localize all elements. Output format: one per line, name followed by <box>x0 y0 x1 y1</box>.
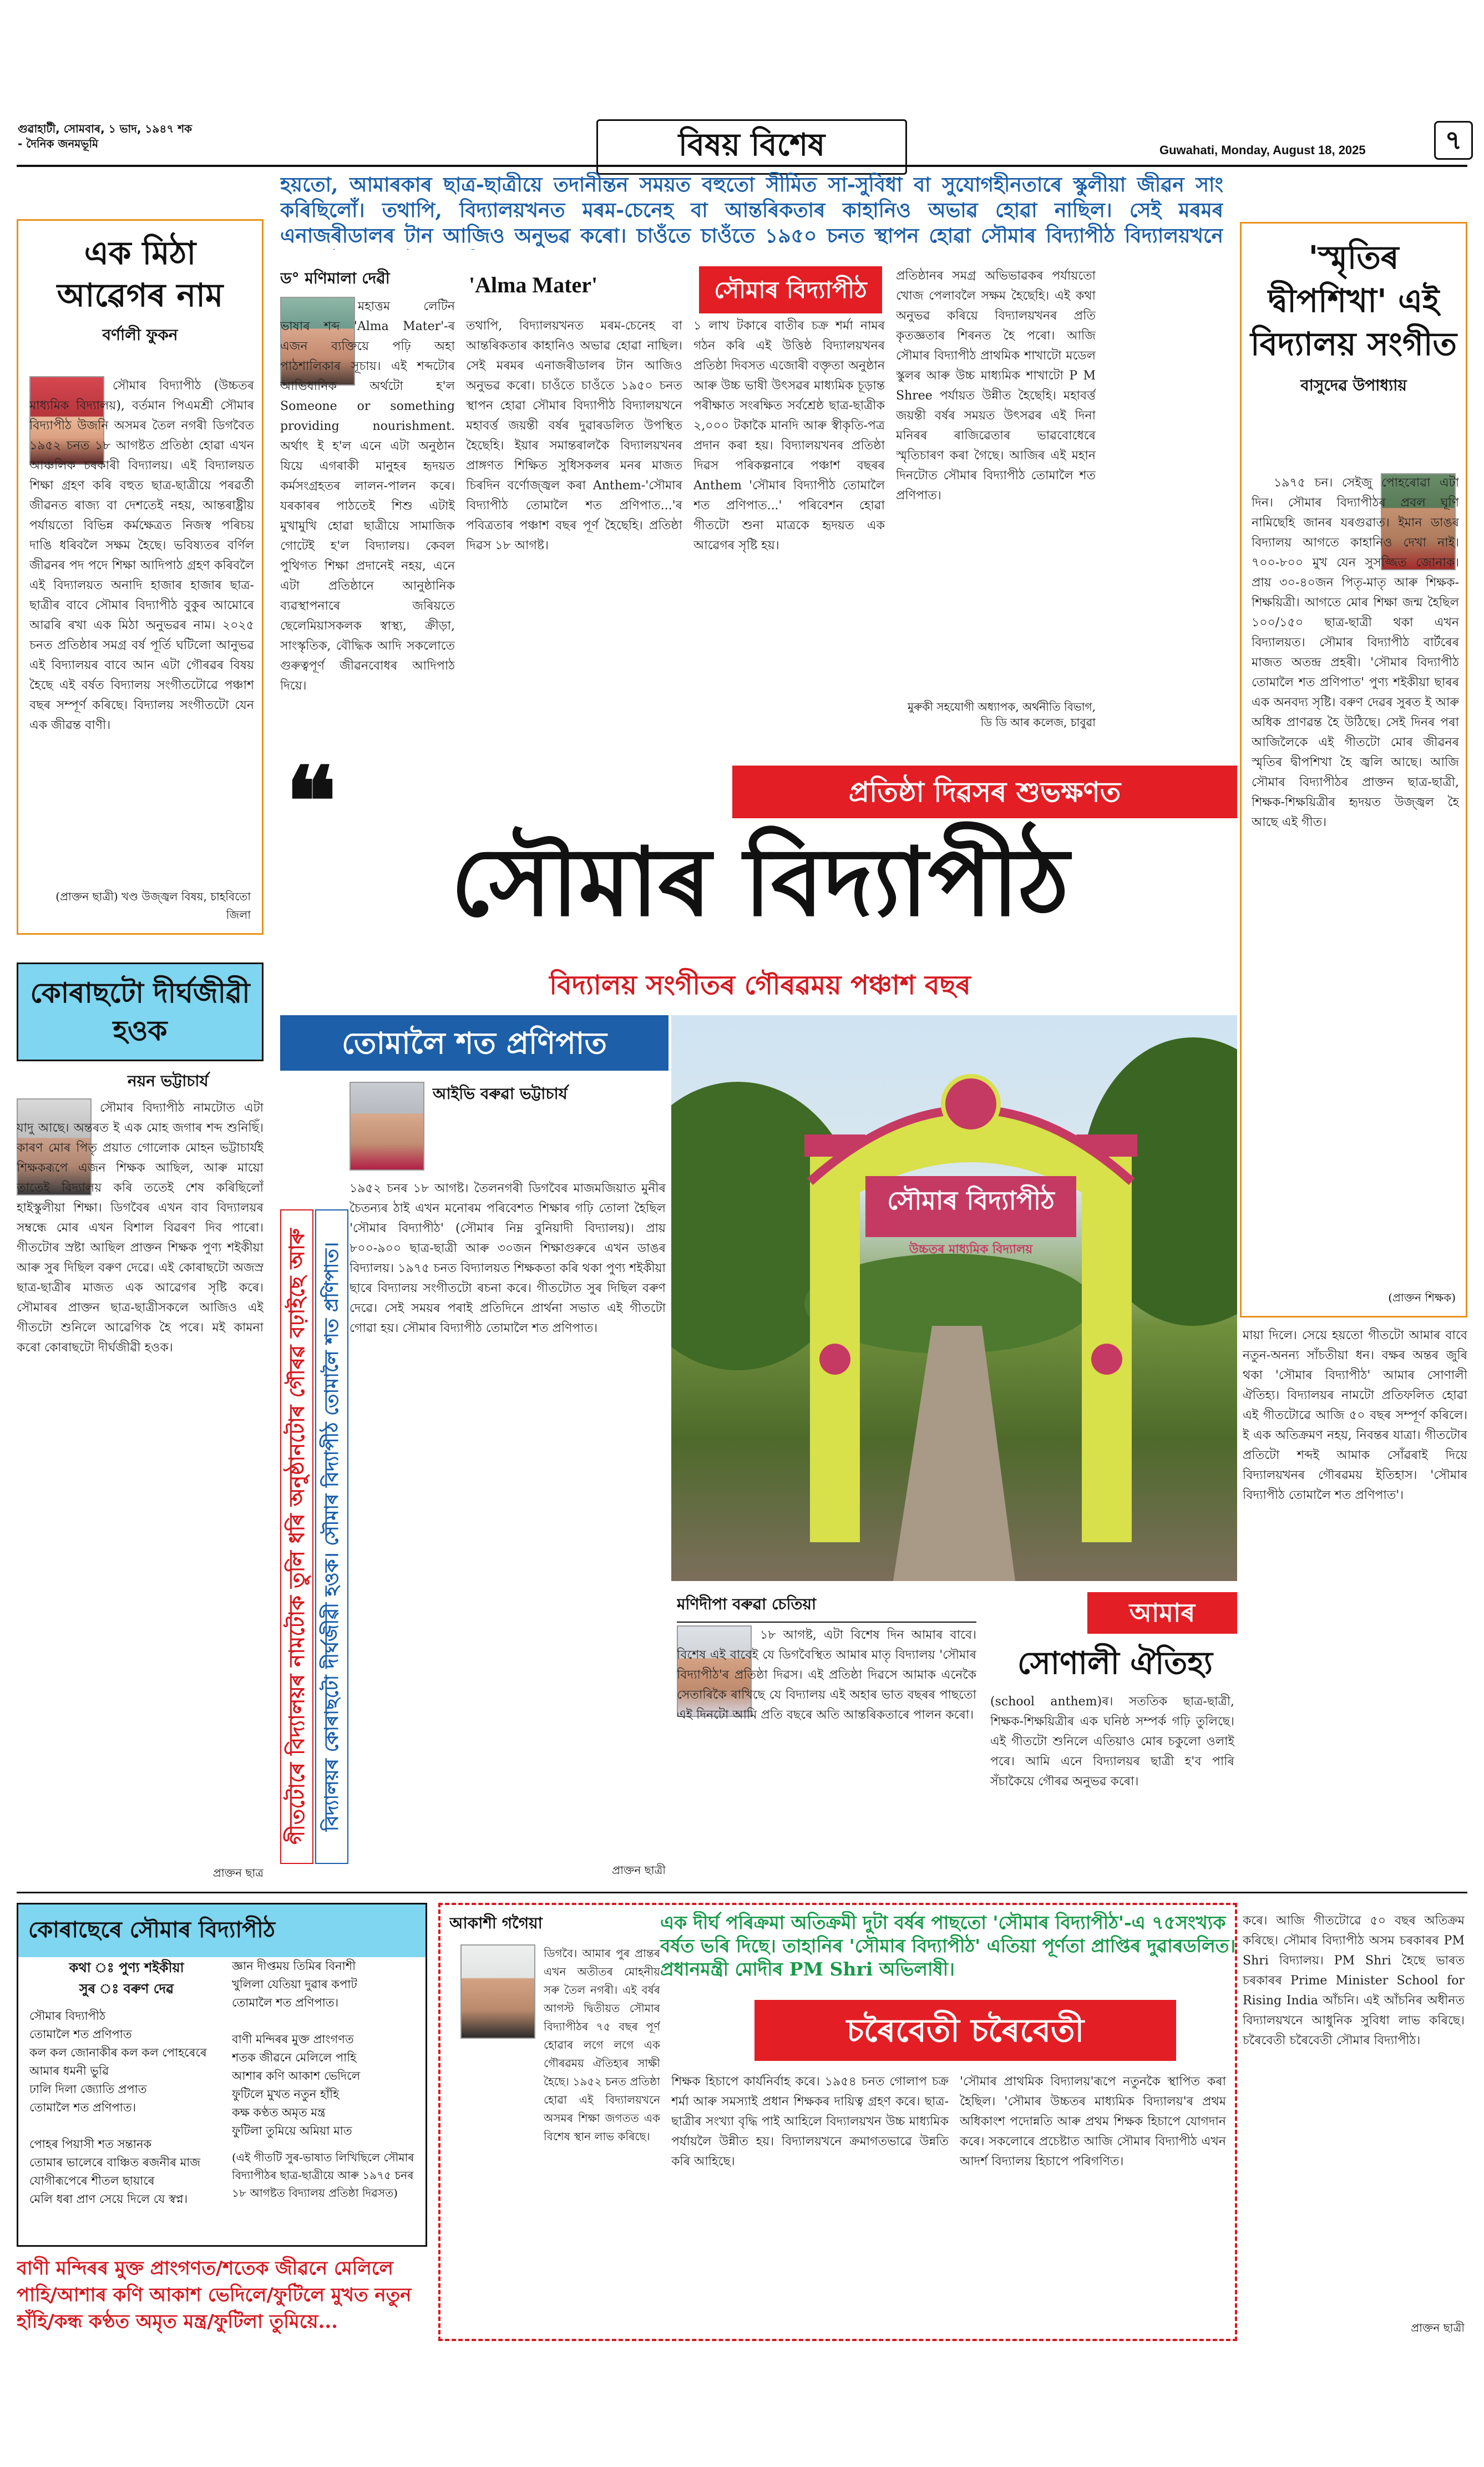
bottom-right-title-box <box>754 2000 1176 2061</box>
center-col-2: তথাপি, বিদ্যালয়খনত মৰম-চেনেহ বা আন্তৰিকতাৰ কাহানিও অভাৱ হোৱা নাছিল। সেই মৰমৰ এনাজৰীডালৰ টান আজিও অনুভৱ কৰো। চাওঁতে চাওঁতে ১৯৫০ চনত স্থাপন হোৱা সৌমাৰ বিদ্যাপীঠ বিদ্যালয়খনে মহাবৰ্ত্ত জয়ন্তী বৰ্ষৰ দুৱাৰডলিত উপস্থিত হৈছেহি। ইয়াৰ সমান্তৰালকৈ বিদ্যালয়খনৰ প্ৰাঙ্গণত শিক্ষিত সুধিসকলৰ মনৰ মাজত চিৰদিন বৰ্ণোজ্জ্বল কৰা Anthem-'সৌমাৰ বিদ্যাপীঠ তোমালৈ শত প্ৰণিপাত...'ৰ পবিত্ৰতাৰ পঞ্চাশ বছৰ পূৰ্ণ হৈছেহি। প্ৰতিষ্ঠা দিৱস ১৮ আগষ্ট। <box>466 319 682 553</box>
vertical-quote-blue-text: বিদ্যালয়ৰ কোৰাছটো দীৰ্ঘজীৱী হওক। সৌমাৰ বিদ্যাপীঠ তোমালৈ শত প্ৰণিপাত। <box>321 1242 343 1832</box>
school-gate-photo <box>671 1015 1237 1581</box>
section-title: বিষয় বিশেষ <box>678 126 825 163</box>
bottom-right-col-3: 'সৌমাৰ প্ৰাথমিক বিদ্যালয়'ৰূপে নতুনকৈ স্থাপিত কৰা হৈছিল। 'সৌমাৰ উচ্চতৰ মাধ্যমিক বিদ্যালয়'ৰ প্ৰথম অধিকাংশ পদোন্নতি আৰু প্ৰথম শিক্ষক হিচাপে যোগদান কৰে। সকলোৰে প্ৰচেষ্টাত আজি সৌমাৰ বিদ্যাপীঠ এখন আদৰ্শ বিদ্যালয় হিচাপে পৰিগণিত। <box>960 2075 1226 2169</box>
hero-kicker-box <box>732 766 1237 818</box>
bottom-right-green-banner: এক দীৰ্ঘ পৰিক্ৰমা অতিক্ৰমী দুটা বৰ্ষৰ পাছতো 'সৌমাৰ বিদ্যাপীঠ'-এ ৭৫সংখ্যক বৰ্ষত ভৰি দিছে। তাহানিৰ 'সৌমাৰ বিদ্যাপীঠ' এতিয়া পূৰ্ণতা প্ৰাপ্তিৰ দুৱাৰডলিত। প্ৰধানমন্ত্ৰী মোদীৰ PM Shri অভিলাষী। <box>660 1912 1236 1980</box>
center-article-title-red-box <box>699 266 882 313</box>
left-article-1-author: বৰ্ণালী ফুকন <box>102 326 178 344</box>
left-article-1-title: এক মিঠা আৱেগৰ নাম <box>57 234 224 314</box>
left-article-2-author: নয়ন ভট্টাচাৰ্য <box>128 1072 209 1090</box>
hero-title: সৌমাৰ বিদ্যাপীঠ <box>450 827 1070 938</box>
right-article-signoff: (প্ৰাক্তন শিক্ষক) <box>1388 1291 1456 1304</box>
bottom-section-rule <box>17 1892 1467 1893</box>
song-box <box>17 1903 427 2247</box>
center-col-3: ১ লাখ টকাৰে বাতীৰ চক্ৰ শৰ্মা নামৰ গঠন কৰি এই উত্তিষ্ঠ বিদ্যালয়খনৰ প্ৰতিষ্ঠা দিবসত এজোৰী বক্তৃতা অনুষ্ঠান আৰু উচ্চ ভাষী উৎসৱৰ মাধ্যমিক চূড়ান্ত পৰীক্ষাত সংৰক্ষিত সৰ্বশ্ৰেষ্ঠ ছাত্ৰ-ছাত্ৰীক ২,০০০ টকাকৈ মানদি আৰু স্বীকৃতি-পত্ৰ প্ৰদান কৰা হয়। বিদ্যালয়খনৰ প্ৰতিষ্ঠা দিৱস পৰিকল্পনাৰে পঞ্চাশ বছৰৰ Anthem 'সৌমাৰ বিদ্যাপীঠ তোমালৈ শত প্ৰণিপাত...' পৰিবেশন হোৱা গীতটো শুনা মাত্ৰকে হৃদয়ত এক আৱেগৰ সৃষ্টি হয়। <box>693 319 885 553</box>
tribute-article <box>350 1082 666 1881</box>
center-article <box>280 266 1223 754</box>
center-col-4: প্ৰতিষ্ঠানৰ সমগ্ৰ অভিভাৱকৰ পৰ্যায়তো খোজ পেলাবলৈ সক্ষম হৈছেহি। এই কথা অনুভৱ কৰিয়ে বিদ্যালয়খনৰ প্ৰতি কৃতজ্ঞতাৰ শিৰনত হৈ পৰো। আজি সৌমাৰ বিদ্যাপীঠ প্ৰাথমিক শাখাটো মডেল স্কুলৰ আৰু উচ্চ মাধ্যমিক শাখাটো P M Shree পৰ্যায়ত উন্নীত হৈছেহি। মহাবৰ্ত্ত জয়ন্তী বৰ্ষৰ সময়ত উৎসৱৰ এই দিনা মনিৰৰ ৰাজিৱেতাৰ ভাৱবোধেৰে স্মৃতিচাৰণ কৰা গৈছে। আজিৰ এই মহান দিনটোত সৌমাৰ বিদ্যাপীঠ তোমালৈ শত প্ৰণিপাত। <box>896 269 1096 503</box>
tribute-signoff: প্ৰাক্তন ছাত্ৰী <box>612 1863 666 1877</box>
bottom-right-col-1: ডিগবৈ। আমাৰ পুৰ প্ৰান্তৰ এখন অতীতৰ মোহনীয় সৰু তৈল নগৰী। এই বৰ্ষৰ আগস্ট দ্বিতীয়ত সৌমাৰ বিদ্যাপীঠৰ ৭৫ বছৰ পূৰ্ণ হোৱাৰ লগে লগে এক গৌৰৱময় ঐতিহ্যৰ সাক্ষী হৈছে। ১৯৫২ চনত প্ৰতিষ্ঠা হোৱা এই বিদ্যালয়খনে অসমৰ শিক্ষা জগতত এক বিশেষ স্থান লাভ কৰিছে। <box>544 1947 660 2143</box>
intro-banner <box>280 172 1223 250</box>
song-col-2: জ্ঞান দীপ্তময় তিমিৰ বিনাশী খুলিলা যেতিয়া দুৱাৰ কপাট তোমালৈ শত প্ৰণিপাত। বাণী মন্দিৰৰ মুক্ত প্ৰাংগণত শতক জীৱনে মেলিলে পাহি আশাৰ কণি আকাশ ভেদিলে ফুটিলে মুখত নতুন হাঁহি কক্ষ কণ্ঠত অমৃত মন্ত্ৰ ফুটিলা তুমিয়ে অমিয়া মাত <box>232 1959 361 2137</box>
song-title: কোৰাছেৰে সৌমাৰ বিদ্যাপীঠ <box>18 1904 426 1957</box>
left-article-2-signoff: প্ৰাক্তন ছাত্ৰ <box>212 1866 264 1880</box>
song-red-footer: বাণী মন্দিৰৰ মুক্ত প্ৰাংগণত/শতেক জীৱনে মেলিলে পাহি/আশাৰ কণি আকাশ ভেদিলে/ফুটিলে মুখত নতুন হাঁহি/কন্ধ কণ্ঠত অমৃত মন্ত্ৰ/ফুটিলা তুমিয়ে... <box>17 2257 412 2333</box>
dateline-left: গুৱাহাটী, সোমবাৰ, ১ ভাদ, ১৯৪৭ শক <box>18 122 193 135</box>
sonali-body: মায়া দিলে। সেয়ে হয়তো গীতটো আমাৰ বাবে নতুন-অনন্য সাঁচতীয়া ধন। বক্ষৰ অন্তৰ জুৰি থকা 'সৌমাৰ বিদ্যাপীঠ' আমাৰ সোণালী ঐতিহ্য। বিদ্যালয়ৰ নামটো প্ৰতিফলিত হোৱা এই গীতটোৱে আজি ৫০ বছৰ সম্পূৰ্ণ কৰিলে। ই এক অতিক্ৰমণ নহয়, নিবন্তৰ যাত্ৰা। গীতটোৰ প্ৰতিটো শব্দই আমাক সোঁৱৰাই দিয়ে বিদ্যালয়খনৰ গৌৰৱময় ইতিহাস। 'সৌমাৰ বিদ্যাপীঠ তোমালৈ শত প্ৰণিপাত'। <box>1243 1329 1467 1502</box>
tribute-band-text: তোমালৈ শত প্ৰণিপাত <box>342 1025 607 1061</box>
dateline-right: Guwahati, Monday, August 18, 2025 <box>1159 143 1366 157</box>
hero-kicker: প্ৰতিষ্ঠা দিৱসৰ শুভক্ষণত <box>848 776 1121 808</box>
left-article-2-body: সৌমাৰ বিদ্যাপীঠ নামটোত এটা যাদু আছে। অন্তৰত ই এক মোহ জগাৰ শব্দ শুনিছিঁ। কাৰণ মোৰ পিতৃ প্ৰয়াত গোলোক মোহন ভট্টাচাৰ্যই শিক্ষকৰূপে এজন শিক্ষক আছিল, আৰু মায়ো তাতেই বিদ্যালয় কৰি ততেই শেষ কৰিছিলোঁ হাইস্কুলীয়া শিক্ষা। ডিগবৈৰ এখন বাব বিদ্যালয়ৰ সম্বন্ধে মোৰ এখন বিশাল বিৱৰণ দিব পাৰো। গীতটোৰ স্ৰষ্টা আছিল প্ৰাক্তন শিক্ষক পুণ্য শইকীয়া আৰু সুৰ দিছিল বৰুণ দেৱে। এই কোৰাছটো অজস্ৰ ছাত্ৰ-ছাত্ৰীৰ মাজত এক আৱেগৰ সৃষ্টি কৰে। সৌমাৰৰ প্ৰাক্তন ছাত্ৰ-ছাত্ৰীসকলে আজিও এই গীতটো শুনিলে আৱেগিক হৈ পৰে। মই কামনা কৰো কোৰাছটো দীৰ্ঘজীৱী হওক। <box>17 1101 264 1355</box>
bottom-right-author: আকাশী গগৈয়া <box>449 1914 543 1932</box>
hero-quote-mark: ❝ <box>286 746 337 857</box>
bottom-right-col-2: শিক্ষক হিচাপে কাৰ্যনিৰ্বাহ কৰে। ১৯৫৪ চনত গোলাপ চক্ৰ শৰ্মা আৰু সমস্যাই প্ৰধান শিক্ষকৰ দায়িত্ব গ্ৰহণ কৰে। ছাত্ৰ-ছাত্ৰীৰ সংখ্যা বৃদ্ধি পাই আহিলে বিদ্যালয়খন উচ্চ মাধ্যমিক পৰ্যায়লৈ উন্নীত হয়। বিদ্যালয়খনে ক্ৰমাগতভাৱে উন্নতি কৰি আহিছে। <box>671 2075 949 2169</box>
song-credits: কথা ঃ পুণ্য শইকীয়া সুৰ ঃ বৰুণ দেৱ <box>69 1959 184 1997</box>
author-photo <box>460 1944 535 2039</box>
right-article <box>1240 222 1467 1318</box>
gate-sign-text: সৌমাৰ বিদ্যাপীঠ <box>887 1186 1055 1215</box>
hero-subtitle: বিদ্যালয় সংগীতৰ গৌৰৱময় পঞ্চাশ বছৰ <box>549 970 971 1001</box>
left-article-2-title: কোৰাছটো দীৰ্ঘজীৱী হওক <box>30 976 250 1047</box>
vertical-quote-blue <box>315 1209 348 1864</box>
left-article-2-title-box <box>17 963 264 1061</box>
center-article-signoff: মুৰুকী সহযোগী অধ্যাপক, অৰ্থনীতি বিভাগ, ডি ডি আৰ কলেজ, চাবুৱা <box>908 700 1096 729</box>
tribute-band <box>280 1015 668 1071</box>
bottom-mid-article <box>677 1592 976 1881</box>
tribute-author: আইভি বৰুৱা ভট্টাচাৰ্য <box>433 1085 568 1103</box>
intro-banner-text: হয়তো, আমাৰকাৰ ছাত্ৰ-ছাত্ৰীয়ে তদানীন্তন সময়ত বহুতো সীমিত সা-সুবিধা বা সুযোগহীনতাৰে স্কুলীয়া জীৱন সাং কৰিছিলোঁ। তথাপি, বিদ্যালয়খনত মৰম-চেনেহ বা আন্তৰিকতাৰ কাহানিও অভাৱ হোৱা নাছিল। সেই মৰমৰ এনাজৰীডালৰ টান আজিও অনুভৱ কৰো। চাওঁতে চাওঁতে ১৯৫০ চনত স্থাপন হোৱা সৌমাৰ বিদ্যাপীঠ বিদ্যালয়খনে <box>280 173 1223 247</box>
bottom-mid-col-2: (school anthem)ৰ। সততিক ছাত্ৰ-ছাত্ৰী, শিক্ষক-শিক্ষয়িত্ৰীৰ এক ঘনিষ্ঠ সম্পৰ্ক গঢ়ি তুলিছে। এই গীতটো শুনিলে এতিয়াও মোৰ চকুলো ওলাই পৰে। আমি এনে বিদ্যালয়ৰ ছাত্ৰী হ'ব পাৰি সঁচাকৈয়ে গৌৰৱ অনুভৱ কৰো। <box>990 1695 1234 1789</box>
bottom-mid-col-1: ১৮ আগষ্ট, এটা বিশেষ দিন আমাৰ বাবে। বিশেষ এই বাবেই যে ডিগবৈস্থিত আমাৰ মাতৃ বিদ্যালয় 'সৌমাৰ বিদ্যাপীঠ'ৰ প্ৰতিষ্ঠা দিৱস। এই প্ৰতিষ্ঠা দিৱসে আমাক এনেকৈ সেতাৰিকৈ ৰাখিছে যে বিদ্যালয় এই অহাৰ ভাত বছৰৰ পাছতো এই দিনটো আমি প্ৰতি বছৰে অতি আন্তৰিকতাৰে পালন কৰো। <box>677 1628 976 1722</box>
sonali-title-main: সোণালী ঐতিহ্য <box>1017 1645 1213 1681</box>
bottom-mid-author: মণিদীপা বৰুৱা চেতিয়া <box>677 1592 976 1623</box>
right-article-title: 'স্মৃতিৰ দ্বীপশিখা' এই বিদ্যালয় সংগীত <box>1250 239 1457 363</box>
page-number: ৭ <box>1434 121 1473 160</box>
right-article-body: ১৯৭৫ চন। সেইজু পোহৰোৱা এটা দিন। সৌমাৰ বিদ্যাপীঠৰ প্ৰবল ঘূণি নামিছেহি জানৰ যৰগুৱাত। ইমান ডাঙৰ বিদ্যালয় আগতে কাহানিও দেখা নাই। ৭০০-৮০০ মুখ যেন সুসজ্জিত জোনাক। প্ৰায় ৩০-৪০জন পিতৃ-মাতৃ আৰু শিক্ষক-শিক্ষয়িত্ৰী। আগতে মোৰ শিক্ষা জন্ম হৈছিল ১০০/১৫০ ছাত্ৰ-ছাত্ৰী থকা এখন বিদ্যালয়ত। সৌমাৰ বিদ্যাপীঠ বাৰ্টৰেৰ মাজত অতন্দ্ৰ প্ৰহৰী। 'সৌমাৰ বিদ্যাপীঠ তোমালৈ শত প্ৰণিপাত' পুণ্য শইকীয়া ছাৰৰ এক অনবদ্য সৃষ্টি। বৰুণ দেৱৰ সুৰত ই আৰু অধিক প্ৰাণৱন্ত হৈ উঠিছে। সেই দিনৰ পৰা আজিলৈকে এই গীতটো মোৰ জীৱনৰ স্মৃতিৰ দ্বীপশিখা হৈ জ্বলি আছে। আজি সৌমাৰ বিদ্যাপীঠৰ প্ৰাক্তন ছাত্ৰ-ছাত্ৰী, শিক্ষক-শিক্ষয়িত্ৰীৰ হৃদয়ত উজ্জ্বল হৈ আছে এই গীত। <box>1252 476 1459 829</box>
bottom-right-article <box>449 1911 1465 2338</box>
sonali-title-top: আমাৰ <box>1129 1598 1196 1628</box>
song-col-1: সৌমাৰ বিদ্যাপীঠ তোমালৈ শত প্ৰণিপাত কল কল জোনাকীৰ কল কল পোহৰেৰে আমাৰ ধমনী ভুৱি ঢালি দিলা জ্যোতি প্ৰপাত তোমালৈ শত প্ৰণিপাত। পোহৰ পিয়াসী শত সন্তানক তোমাৰ ভালেৰে বাঞ্চিত ৰজনীৰ মাজ যোগীৰূপেৰে শীতল ছায়াৰে মেলি ধৰা প্ৰাণ সেয়ে দিলে যে স্বপ্ন। <box>29 2009 207 2206</box>
gate-sub-text: উচ্চতৰ মাধ্যমিক বিদ্যালয় <box>909 1242 1033 1257</box>
song-col-3: (এই গীতটি সুৰ-ভাষাত লিখিছিলে সৌমাৰ বিদ্যাপীঠৰ ছাত্ৰ-ছাত্ৰীয়ে আৰু ১৯৭৫ চনৰ ১৮ আগষ্টত বিদ্যালয় প্ৰতিষ্ঠা দিৱসত) <box>232 2151 414 2200</box>
bottom-right-title: চৰৈবেতী চৰৈবেতী <box>846 2012 1085 2049</box>
left-article-1-body: সৌমাৰ বিদ্যাপীঠ (উচ্চতৰ মাধ্যমিক বিদ্যালয়), বৰ্তমান পিএমশ্ৰী সৌমাৰ বিদ্যাপীঠ উজনি অসমৰ তৈল নগৰী ডিগবৈত ১৯৫২ চনত ১৮ আগষ্টত প্ৰতিষ্ঠা হোৱা এখন আঞ্চলিক চৰকাৰী বিদ্যালয়। এই বিদ্যালয়ত শিক্ষা গ্ৰহণ কৰি বহুত ছাত্ৰ-ছাত্ৰীয়ে পৰৱৰ্তী জীৱনত ৰাজ্য বা দেশতেই নহয়, আন্তৰাষ্ট্ৰীয় পৰ্যায়তো বিভিন্ন কৰ্মক্ষেত্ৰত নিজস্ব পৰিচয় দাঙি ধৰিবলৈ সক্ষম হৈছে। ভবিষ্যতৰ বৰ্ণিল জীৱনৰ পদ পদে শিক্ষা আদিপাঠ গ্ৰহণ কৰিবলৈ এই বিদ্যালয়ত অনাদি হাজাৰ হাজাৰ ছাত্ৰ-ছাত্ৰীৰ বাবে সৌমাৰ বিদ্যাপীঠ বুকুৰ আমোৰে আৱৰি ৰখা এক মিঠা অনুভৱৰ নাম। ২০২৫ চনত প্ৰতিষ্ঠাৰ সমগ্ৰ বৰ্ষ পূৰ্তি ঘটিলো আনুভৱ এই বিদ্যালয়ৰ বাবে আন এটা গৌৰৱৰ বিষয় হৈছে এই বৰ্ষত বিদ্যালয় সংগীতটোৱে পঞ্চাশ বছৰ সম্পূৰ্ণ কৰিছে। বিদ্যালয় সংগীতটো যেন এক জীৱন্ত বাণী। <box>29 379 254 732</box>
center-article-author: ড° মণিমালা দেৱী <box>280 269 390 287</box>
masthead-rule <box>17 165 1467 167</box>
tribute-body: ১৯৫২ চনৰ ১৮ আগষ্ট। তৈলনগৰী ডিগবৈৰ মাজমজিয়াত মুনীৰ চৈতন্যৰ ঠাই এখন মনোৰম পৰিবেশত শিক্ষাৰ গঢ়ি তোলা হৈছিল 'সৌমাৰ বিদ্যাপীঠ' (সৌমাৰ নিম্ন বুনিয়াদী বিদ্যালয়)। প্ৰায় ৮০০-৯০০ ছাত্ৰ-ছাত্ৰী আৰু ৩০জন শিক্ষাগুৰুৰে এখন ডাঙৰ বিদ্যালয়। ১৯৭৫ চনত বিদ্যালয়ত শিক্ষকতা কৰি থকা পুণ্য শইকীয়া ছাৰে বিদ্যালয় সংগীতটো ৰচনা কৰে। গীতটোত সুৰ দিছিল বৰুণ দেৱে। সেই সময়ৰ পৰাই প্ৰতিদিনে প্ৰাৰ্থনা সভাত এই গীতটো গোৱা হয়। সৌমাৰ বিদ্যাপীঠ তোমালৈ শত প্ৰণিপাত। <box>350 1182 666 1335</box>
right-article-author: বাসুদেৱ উপাধ্যায় <box>1300 376 1407 394</box>
gate-illustration <box>671 1015 1237 1581</box>
left-article-1-signoff: (প্ৰাক্তন ছাত্ৰী) খণ্ড উজ্জ্বল বিষয়, চাহবিতো জিলা <box>55 890 251 921</box>
center-article-title-en: 'Alma Mater' <box>469 272 598 297</box>
vertical-quote-red <box>280 1209 313 1864</box>
sonali-title-top-box <box>1087 1592 1237 1634</box>
bottom-right-col-4: কৰে। আজি গীতটোৱে ৫০ বছৰ অতিক্ৰম কৰিছে। সৌমাৰ বিদ্যাপীঠ অসম চৰকাৰৰ PM Shri বিদ্যালয়। PM Shri হৈছে ভাৰত চৰকাৰৰ Prime Minister School for Rising India আঁচনি। এই আঁচনিৰ অধীনত বিদ্যালয়খনে আধুনিক সুবিধা লাভ কৰিছে। চৰৈবেতী চৰৈবেতী সৌমাৰ বিদ্যাপীঠ। <box>1243 1914 1465 2048</box>
left-article-1 <box>17 219 264 935</box>
masthead <box>0 0 1484 163</box>
paper-name: - দৈনিক জনমভূমি <box>18 137 99 150</box>
center-col-1: মহাত্তম লেটিন ভাষাৰ শব্দ 'Alma Mater'-ৰ এজন ব্যক্তিয়ে পঢ়ি অহা পাঠশালিকাৰ সূচায়। এই শব্দটোৰ আভিধানিক অৰ্থটো হ'ল Someone or something providing nourishment. অৰ্থাৎ ই হ'ল এনে এটা অনুষ্ঠান যিয়ে এগৰাকী মানুহৰ হৃদয়ত কৰ্মসংগ্ৰহতৰ লালন-পালন কৰে। যৰকাৰৰ পাঠতেই শিশু এটাই মুখামুখি হোৱা ছাত্ৰীয়ে সামাজিক গোটেই হ'ল বিদ্যালয়। কেবল পুথিগত শিক্ষা প্ৰদানেই নহয়, এনে এটা প্ৰতিষ্ঠানে আনুষ্ঠানিক ব্যৱস্থাপনাৰে জৰিয়তে ছেলেমিয়াসকলক স্বাস্থ্য, ক্ৰীড়া, সাংস্কৃতিক, বৌদ্ধিক আদি সকলোতে গুৰুত্বপূৰ্ণ জীৱনবোধৰ আদিপাঠ দিয়ে। <box>280 300 455 693</box>
center-article-title-red: সৌমাৰ বিদ্যাপীঠ <box>714 276 867 303</box>
vertical-quote-red-text: গীতটোৰে বিদ্যালয়ৰ নামটোক তুলি ধৰি অনুষ্ঠানটোৰ গৌৰৱ বঢ়াইছে আৰু <box>284 1228 309 1845</box>
bottom-right-signoff: প্ৰাক্তন ছাত্ৰী <box>1411 2321 1465 2334</box>
left-article-2 <box>17 963 264 1883</box>
author-photo <box>350 1082 424 1171</box>
